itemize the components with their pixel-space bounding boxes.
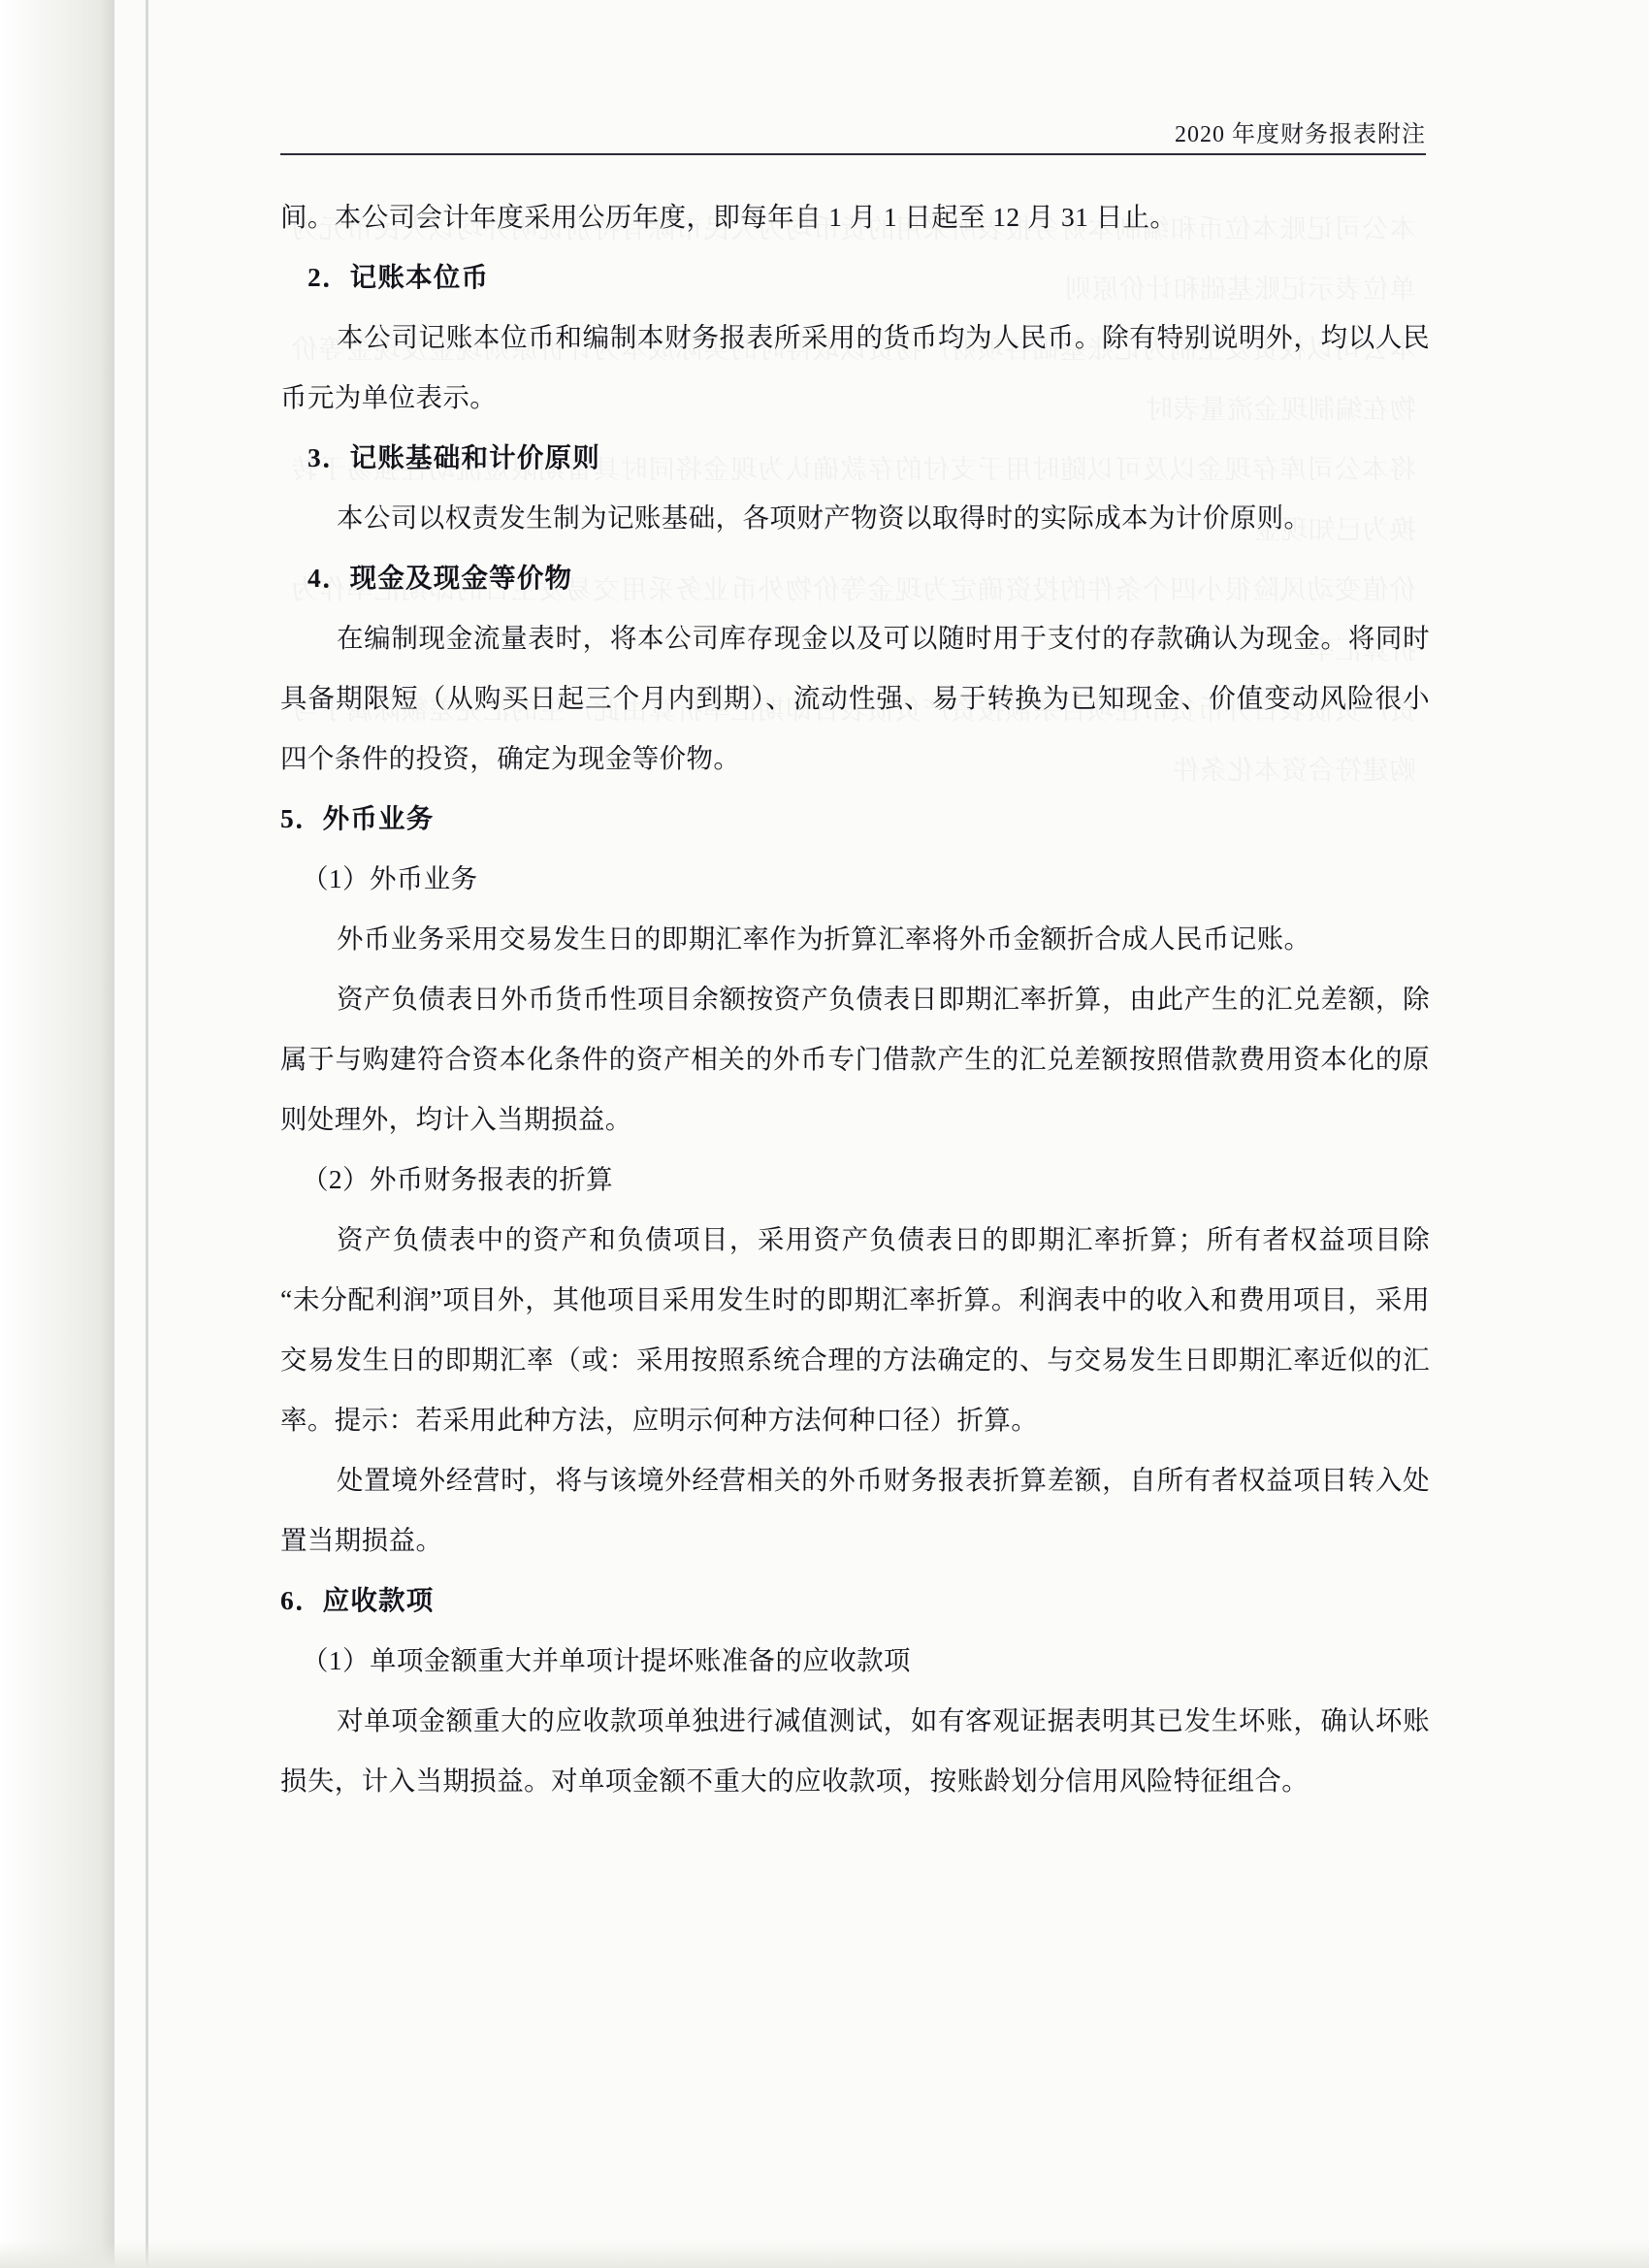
heading-foreign-currency: 5．外币业务 — [280, 803, 435, 833]
document-body — [280, 187, 1430, 1811]
paragraph-continuation-fiscal-year: 间。本公司会计年度采用公历年度，即每年自 1 月 1 日起至 12 月 31 日止。 — [280, 202, 1178, 232]
page-header-title: 2020 年度财务报表附注 — [1175, 122, 1426, 147]
page-bottom-shadow — [0, 2241, 1649, 2268]
subheading-significant-receivables: （1）单项金额重大并单项计提坏账准备的应收款项 — [302, 1645, 911, 1675]
paragraph-basis-and-valuation: 本公司以权责发生制为记账基础，各项财产物资以取得时的实际成本为计价原则。 — [337, 502, 1311, 533]
paragraph-foreign-currency-rate: 外币业务采用交易发生日的即期汇率作为折算汇率将外币金额折合成人民币记账。 — [337, 923, 1311, 954]
paragraph-significant-receivables: 对单项金额重大的应收款项单独进行减值测试，如有客观证据表明其已发生坏账，确认坏账损失，计入当期损益。对单项金额不重大的应收款项，按账龄划分信用风险特征组合。 — [280, 1705, 1430, 1796]
subheading-foreign-currency-business: （1）外币业务 — [302, 863, 478, 893]
header-divider — [280, 153, 1426, 155]
paragraph-disposal-overseas: 处置境外经营时，将与该境外经营相关的外币财务报表折算差额，自所有者权益项目转入处置当期损益。 — [280, 1465, 1430, 1555]
heading-bookkeeping-currency: 2．记账本位币 — [307, 262, 490, 292]
heading-cash-equivalents: 4．现金及现金等价物 — [307, 563, 573, 593]
paragraph-statement-translation: 资产负债表中的资产和负债项目，采用资产负债表日的即期汇率折算；所有者权益项目除“未分配利润”项目外，其他项目采用发生时的即期汇率折算。利润表中的收入和费用项目，采用交易发生日的即期汇率（或：采用按照系统合理的方法确定的、与交易发生日即期汇率近似的汇率。提示：若采用此种方法，应明示何种方法何种口径）折算。 — [280, 1224, 1430, 1435]
heading-basis-and-valuation: 3．记账基础和计价原则 — [307, 442, 600, 472]
paragraph-bookkeeping-currency: 本公司记账本位币和编制本财务报表所采用的货币均为人民币。除有特别说明外，均以人民币元为单位表示。 — [280, 322, 1430, 412]
heading-receivables: 6．应收款项 — [280, 1585, 435, 1615]
subheading-statement-translation: （2）外币财务报表的折算 — [302, 1164, 614, 1194]
paragraph-cash-equivalents: 在编制现金流量表时，将本公司库存现金以及可以随时用于支付的存款确认为现金。将同时具备期限短（从购买日起三个月内到期）、流动性强、易于转换为已知现金、价值变动风险很小四个条件的投资，确定为现金等价物。 — [280, 623, 1430, 773]
paragraph-foreign-currency-diff: 资产负债表日外币货币性项目余额按资产负债表日即期汇率折算，由此产生的汇兑差额，除属于与购建符合资本化条件的资产相关的外币专门借款产生的汇兑差额按照借款费用资本化的原则处理外，均计入当期损益。 — [280, 984, 1430, 1134]
